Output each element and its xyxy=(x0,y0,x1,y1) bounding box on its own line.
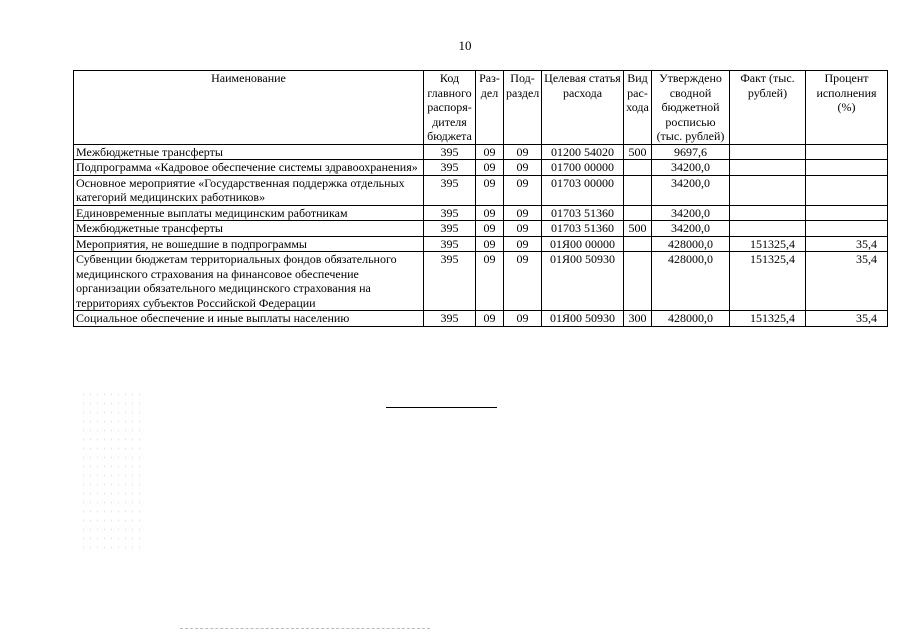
cell-percent xyxy=(806,144,888,160)
cell-target-article: 01700 00000 xyxy=(542,160,624,176)
cell-code: 395 xyxy=(424,252,476,311)
table-header-row xyxy=(74,71,888,145)
cell-percent xyxy=(806,221,888,237)
cell-percent xyxy=(806,160,888,176)
cell-subsection: 09 xyxy=(504,205,542,221)
cell-subsection: 09 xyxy=(504,175,542,205)
cell-fact xyxy=(730,160,806,176)
cell-target-article: 01703 51360 xyxy=(542,205,624,221)
cell-expense-type xyxy=(624,175,652,205)
table-row xyxy=(74,252,888,311)
cell-name: Межбюджетные трансферты xyxy=(74,221,424,237)
table-row xyxy=(74,175,888,205)
cell-fact xyxy=(730,175,806,205)
cell-target-article: 01703 00000 xyxy=(542,175,624,205)
cell-target-article: 01703 51360 xyxy=(542,221,624,237)
cell-fact xyxy=(730,144,806,160)
cell-fact: 151325,4 xyxy=(730,236,806,252)
cell-approved: 428000,0 xyxy=(652,252,730,311)
cell-fact xyxy=(730,221,806,237)
header-subsection: Под-раздел xyxy=(504,71,542,145)
cell-target-article: 01Я00 50930 xyxy=(542,311,624,327)
cell-target-article: 01200 54020 xyxy=(542,144,624,160)
cell-percent: 35,4 xyxy=(806,236,888,252)
table-row xyxy=(74,221,888,237)
cell-expense-type xyxy=(624,236,652,252)
header-section: Раз-дел xyxy=(476,71,504,145)
cell-section: 09 xyxy=(476,221,504,237)
cell-name: Социальное обеспечение и иные выплаты населению xyxy=(74,311,424,327)
cell-code: 395 xyxy=(424,311,476,327)
cell-code: 395 xyxy=(424,205,476,221)
cell-name: Мероприятия, не вошедшие в подпрограммы xyxy=(74,236,424,252)
cell-subsection: 09 xyxy=(504,221,542,237)
cell-expense-type: 300 xyxy=(624,311,652,327)
table-row xyxy=(74,205,888,221)
cell-section: 09 xyxy=(476,160,504,176)
cell-fact xyxy=(730,205,806,221)
cell-fact: 151325,4 xyxy=(730,311,806,327)
cell-code: 395 xyxy=(424,236,476,252)
cell-section: 09 xyxy=(476,205,504,221)
cell-expense-type xyxy=(624,205,652,221)
cell-subsection: 09 xyxy=(504,311,542,327)
cell-section: 09 xyxy=(476,252,504,311)
cell-subsection: 09 xyxy=(504,160,542,176)
bottom-edge-mark xyxy=(180,628,430,629)
table-row xyxy=(74,311,888,327)
cell-expense-type xyxy=(624,160,652,176)
cell-name: Субвенции бюджетам территориальных фондов обязательного медицинского страхования на финансовое обеспечение организации обязательного медицинского страхования на территориях субъектов Российской Федерации xyxy=(74,252,424,311)
cell-fact: 151325,4 xyxy=(730,252,806,311)
cell-approved: 34200,0 xyxy=(652,175,730,205)
cell-percent xyxy=(806,205,888,221)
cell-expense-type: 500 xyxy=(624,144,652,160)
cell-section: 09 xyxy=(476,175,504,205)
cell-subsection: 09 xyxy=(504,236,542,252)
header-expense-type: Вид рас-хода xyxy=(624,71,652,145)
cell-name: Единовременные выплаты медицинским работникам xyxy=(74,205,424,221)
cell-target-article: 01Я00 50930 xyxy=(542,252,624,311)
cell-target-article: 01Я00 00000 xyxy=(542,236,624,252)
cell-section: 09 xyxy=(476,236,504,252)
cell-name: Подпрограмма «Кадровое обеспечение системы здравоохранения» xyxy=(74,160,424,176)
cell-approved: 428000,0 xyxy=(652,236,730,252)
table-row xyxy=(74,144,888,160)
cell-subsection: 09 xyxy=(504,252,542,311)
cell-code: 395 xyxy=(424,221,476,237)
cell-percent: 35,4 xyxy=(806,252,888,311)
budget-execution-table xyxy=(73,70,888,327)
cell-name: Межбюджетные трансферты xyxy=(74,144,424,160)
table-row xyxy=(74,160,888,176)
cell-code: 395 xyxy=(424,144,476,160)
header-percent: Процент исполнения (%) xyxy=(806,71,888,145)
cell-section: 09 xyxy=(476,311,504,327)
table-row xyxy=(74,236,888,252)
cell-percent: 35,4 xyxy=(806,311,888,327)
header-code: Код главного распоря-дителя бюджета xyxy=(424,71,476,145)
cell-name: Основное мероприятие «Государственная поддержка отдельных категорий медицинских работников» xyxy=(74,175,424,205)
header-fact: Факт (тыс. рублей) xyxy=(730,71,806,145)
cell-expense-type: 500 xyxy=(624,221,652,237)
scan-noise xyxy=(80,390,140,550)
header-target-article: Целевая статья расхода xyxy=(542,71,624,145)
cell-section: 09 xyxy=(476,144,504,160)
cell-code: 395 xyxy=(424,175,476,205)
cell-approved: 34200,0 xyxy=(652,160,730,176)
cell-percent xyxy=(806,175,888,205)
cell-approved: 9697,6 xyxy=(652,144,730,160)
page-number: 10 xyxy=(458,38,472,53)
cell-code: 395 xyxy=(424,160,476,176)
cell-expense-type xyxy=(624,252,652,311)
header-name: Наименование xyxy=(74,71,424,145)
header-approved: Утверждено сводной бюджетной росписью (тыс. рублей) xyxy=(652,71,730,145)
cell-approved: 34200,0 xyxy=(652,205,730,221)
cell-approved: 34200,0 xyxy=(652,221,730,237)
cell-subsection: 09 xyxy=(504,144,542,160)
end-of-table-rule xyxy=(386,407,497,408)
cell-approved: 428000,0 xyxy=(652,311,730,327)
